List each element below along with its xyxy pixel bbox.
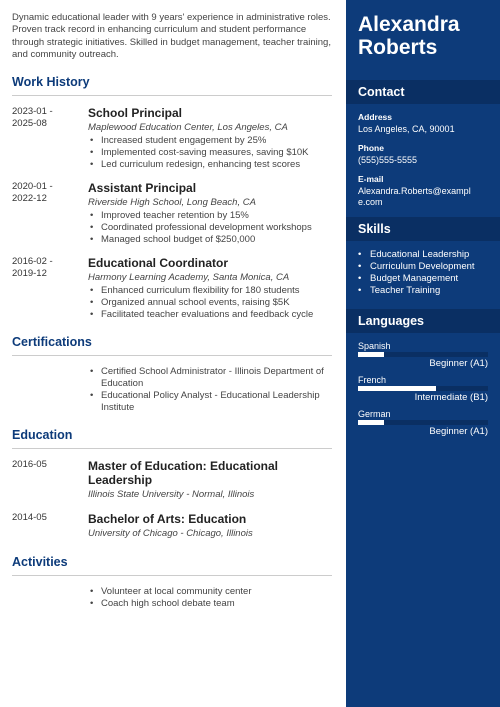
language-name: Spanish [358,340,391,351]
job-bullets [88,210,332,246]
education-school: University of Chicago - Chicago, Illinois [88,528,253,540]
job-bullet: • Implemented cost-saving measures, saving $10K [88,147,332,159]
education-date: 2014-05 [12,512,47,524]
activities-list [88,586,332,610]
job-bullet: • Managed school budget of $250,000 [88,234,332,246]
job-dates [12,256,88,321]
job-bullet: • Led curriculum redesign, enhancing test scores [88,159,332,171]
language-proficiency-bar [358,420,488,425]
skills-heading: Skills [346,217,500,241]
language-proficiency-fill [358,352,384,357]
education-entry [12,459,332,502]
activities-section [12,555,332,610]
job-entry [12,256,332,321]
language-level: Intermediate (B1) [414,391,488,403]
certification-item: • Certified School Administrator - Illinois Department of Education [88,366,332,390]
language-proficiency-fill [358,386,436,391]
address-value: Los Angeles, CA, 90001 [358,123,455,134]
certifications-list [88,366,332,414]
work-history-heading: Work History [12,75,332,96]
job-title: Educational Coordinator [88,256,229,271]
activities-heading: Activities [12,555,332,576]
certifications-section [12,335,332,414]
language-level: Beginner (A1) [429,357,488,369]
certifications-heading: Certifications [12,335,332,356]
job-bullets [88,285,332,321]
skill-item: • Educational Leadership [358,249,488,261]
email-label: E-mail [358,174,384,184]
language-proficiency-bar [358,386,488,391]
skill-item: • Budget Management [358,273,488,285]
language-item [346,341,500,370]
candidate-name [346,0,500,80]
phone-label: Phone [358,143,384,153]
education-entry [12,512,332,541]
activity-item: • Coach high school debate team [88,598,332,610]
activities-entry [12,586,332,610]
education-heading: Education [12,428,332,449]
job-date-end: 2019-12 [12,268,47,280]
job-organization: Riverside High School, Long Beach, CA [88,197,256,209]
languages-list [346,341,500,438]
professional-summary: Dynamic educational leader with 9 years' experience in administrative roles. Proven track record in enhancing curriculum and student performance through strategic initiatives. Skilled in budget management, teacher training, and community outreach. [12,12,331,60]
email-value[interactable] [358,186,488,209]
skill-item: • Teacher Training [358,285,488,297]
first-name: Alexandra [358,13,460,36]
last-name: Roberts [358,36,438,59]
job-date-start: 2016-02 - [12,256,53,268]
certification-item: • Educational Policy Analyst - Educational Leadership Institute [88,390,332,414]
job-bullet: • Increased student engagement by 25% [88,135,332,147]
email-line-1: Alexandra.Roberts@exampl [358,185,471,196]
job-organization: Maplewood Education Center, Los Angeles, CA [88,122,288,134]
education-section [12,428,332,541]
address-label: Address [358,112,393,122]
education-degree: Master of Education: Educational Leadership [88,459,279,488]
email-line-2: e.com [358,197,383,207]
job-bullet: • Improved teacher retention by 15% [88,210,332,222]
contact-details [346,112,500,209]
languages-heading: Languages [346,309,500,333]
job-date-end: 2022-12 [12,193,47,205]
job-bullet: • Enhanced curriculum flexibility for 180 students [88,285,332,297]
job-dates [12,181,88,246]
activities-date-spacer [12,586,88,610]
job-bullet: • Organized annual school events, raising $5K [88,297,332,309]
job-title: Assistant Principal [88,181,197,196]
education-date: 2016-05 [12,459,47,471]
skills-list [346,249,500,297]
language-proficiency-bar [358,352,488,357]
job-entry [12,181,332,246]
language-level: Beginner (A1) [429,425,488,437]
resume-sidebar [346,0,500,707]
language-item [346,375,500,404]
language-item [346,409,500,438]
education-degree: Bachelor of Arts: Education [88,512,247,527]
job-date-end: 2025-08 [12,118,47,130]
language-proficiency-fill [358,420,384,425]
certifications-date-spacer [12,366,88,414]
certifications-entry [12,366,332,414]
job-entry [12,106,332,171]
phone-value: (555)555-5555 [358,154,418,165]
job-bullet: • Coordinated professional development workshops [88,222,332,234]
work-history-section [12,75,332,321]
job-title: School Principal [88,106,183,121]
education-school: Illinois State University - Normal, Illinois [88,489,255,501]
activity-item: • Volunteer at local community center [88,586,332,598]
job-organization: Harmony Learning Academy, Santa Monica, CA [88,272,290,284]
language-name: French [358,374,387,385]
contact-heading: Contact [346,80,500,104]
job-bullets [88,135,332,171]
job-date-start: 2020-01 - [12,181,53,193]
skill-item: • Curriculum Development [358,261,488,273]
job-dates [12,106,88,171]
language-name: German [358,408,391,419]
job-bullet: • Facilitated teacher evaluations and feedback cycle [88,309,332,321]
job-date-start: 2023-01 - [12,106,53,118]
